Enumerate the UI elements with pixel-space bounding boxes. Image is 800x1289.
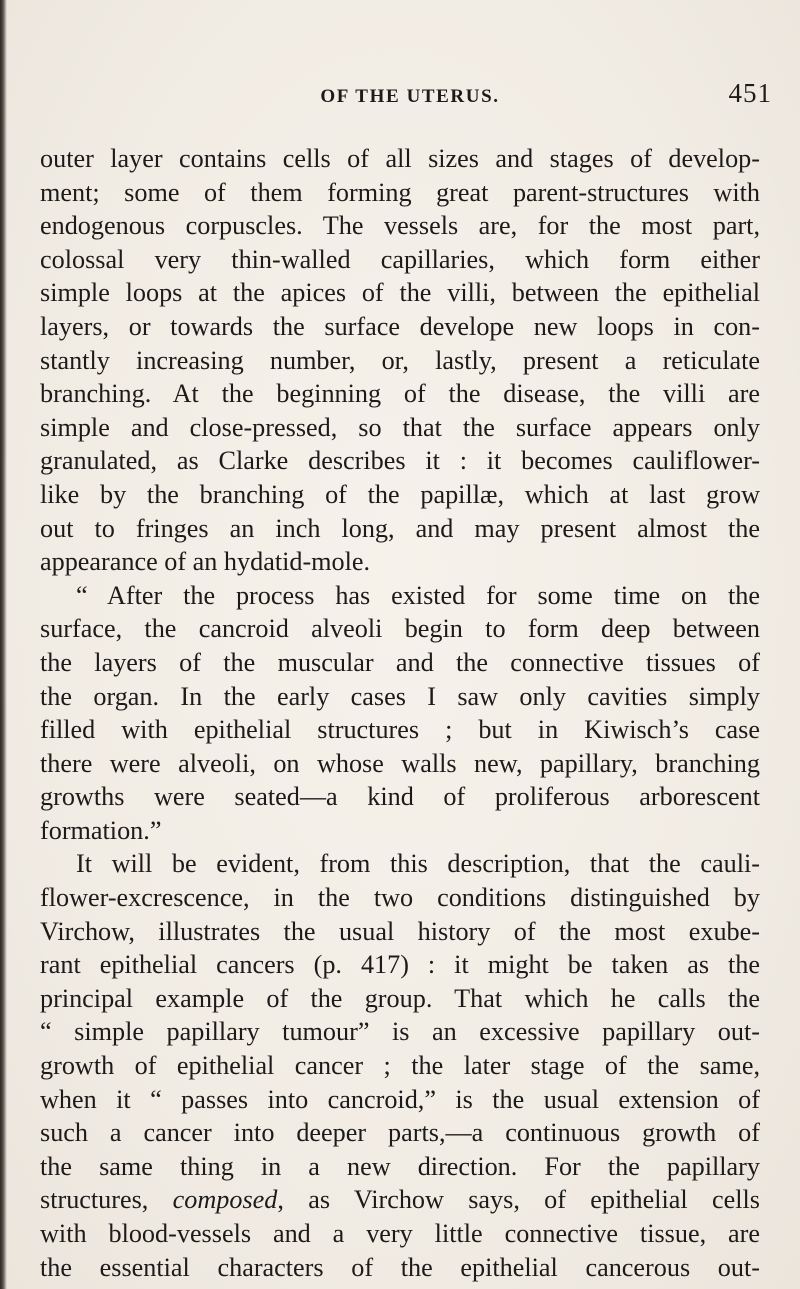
text-line: Virchow, illustrates the usual history of the most exube- <box>40 916 760 946</box>
text-line: such a cancer into deeper parts,—a continuous growth of <box>40 1118 760 1148</box>
text-line: the layers of the muscular and the connective tissues of <box>40 647 760 677</box>
text-line: It will be evident, from this description, that the cauli- <box>76 849 760 879</box>
page-binding-edge <box>0 0 7 1289</box>
text-line: granulated, as Clarke describes it : it becomes cauliflower- <box>40 446 760 476</box>
text-line: filled with epithelial structures ; but in Kiwisch’s case <box>40 715 760 745</box>
text-line: the organ. In the early cases I saw only cavities simply <box>40 681 760 711</box>
text-line: appearance of an hydatid-mole. <box>40 547 371 577</box>
text-line: there were alveoli, on whose walls new, papillary, branching <box>40 748 760 778</box>
text-line: like by the branching of the papillæ, which at last grow <box>40 479 760 509</box>
text-line: colossal very thin-walled capillaries, which form either <box>40 244 760 274</box>
text-line: formation.” <box>40 815 162 845</box>
text-line: flower-excrescence, in the two conditions distinguished by <box>40 883 760 913</box>
text-line: layers, or towards the surface develope new loops in con- <box>40 311 760 341</box>
body-text <box>40 142 760 1284</box>
text-line: rant epithelial cancers (p. 417) : it might be taken as the <box>40 950 760 980</box>
text-line: out to fringes an inch long, and may present almost the <box>40 513 760 543</box>
text-line: the essential characters of the epithelial cancerous out- <box>40 1252 760 1282</box>
text-line: “ After the process has existed for some time on the <box>76 580 760 610</box>
page-header <box>40 78 780 118</box>
text-line: branching. At the beginning of the disease, the villi are <box>40 379 760 409</box>
text-line: the same thing in a new direction. For the papillary <box>40 1151 760 1181</box>
text-line: endogenous corpuscles. The vessels are, for the most part, <box>40 211 760 241</box>
text-line: simple and close-pressed, so that the surface appears only <box>40 412 760 442</box>
text-line: with blood-vessels and a very little connective tissue, are <box>40 1219 760 1248</box>
text-line: “ simple papillary tumour” is an excessive papillary out- <box>40 1017 760 1047</box>
page-number: 451 <box>728 78 772 108</box>
text-line: when it “ passes into cancroid,” is the usual extension of <box>40 1084 760 1114</box>
text-line: surface, the cancroid alveoli begin to form deep between <box>40 614 760 644</box>
text-line: principal example of the group. That which he calls the <box>40 983 760 1013</box>
text-line: simple loops at the apices of the villi, between the epithelial <box>40 278 760 308</box>
text-line: outer layer contains cells of all sizes and stages of develop- <box>40 144 760 173</box>
text-line: growth of epithelial cancer ; the later stage of the same, <box>40 1051 760 1081</box>
text-line: structures, composed, as Virchow says, of epithelial cells <box>40 1185 760 1215</box>
text-line: stantly increasing number, or, lastly, present a reticulate <box>40 345 760 375</box>
text-line: ment; some of them forming great parent-structures with <box>40 177 760 207</box>
text-line: growths were seated—a kind of proliferous arborescent <box>40 782 760 812</box>
running-head: OF THE UTERUS. <box>320 86 500 107</box>
